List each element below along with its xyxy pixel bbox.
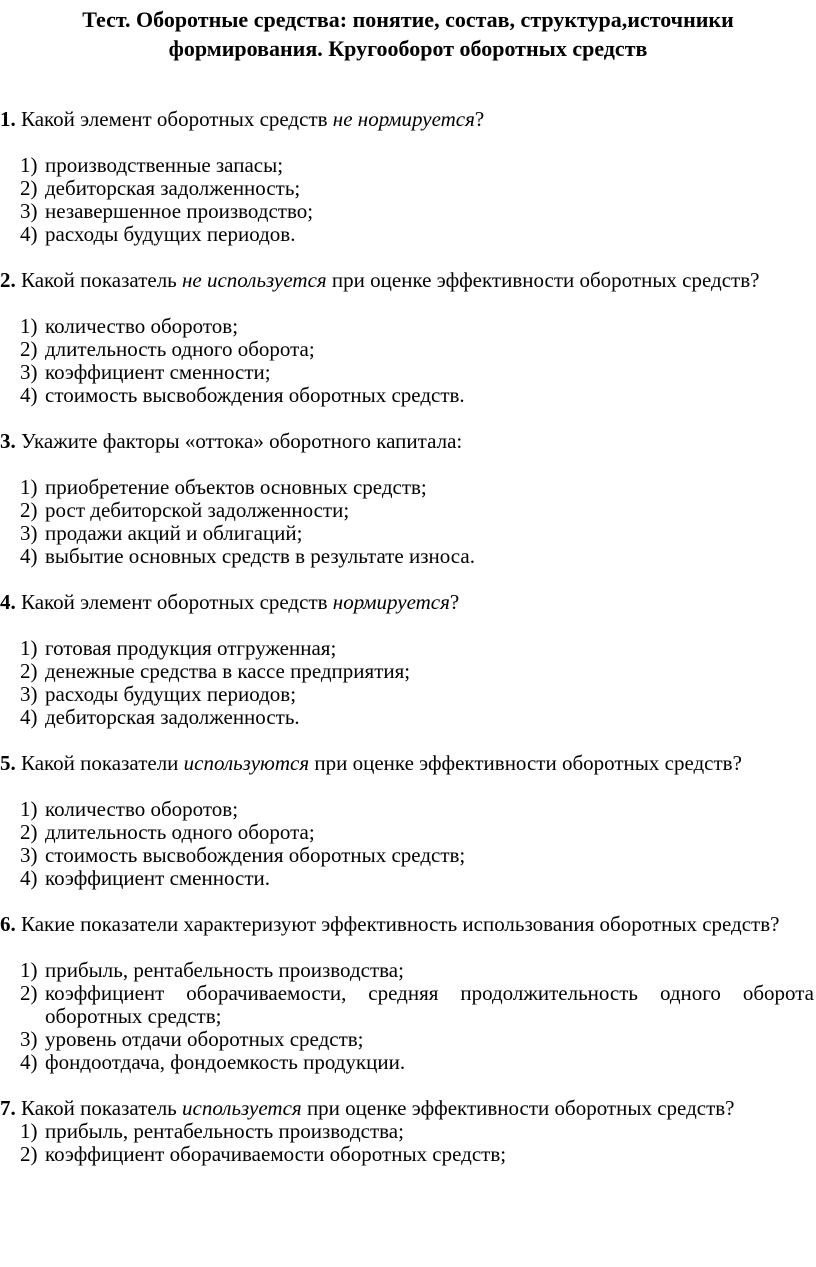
answer-text: приобретение объектов основных средств;: [45, 475, 427, 499]
answer-text: незавершенное производство;: [45, 199, 314, 223]
answer-option: [0, 522, 816, 545]
answer-number: 2): [20, 981, 38, 1005]
answer-text: расходы будущих периодов;: [45, 682, 297, 706]
question-number: 3.: [0, 429, 16, 453]
question-2: [0, 269, 816, 407]
question-text-part: ?: [449, 590, 460, 614]
answer-text: готовая продукция отгруженная;: [45, 636, 337, 660]
question-number: 1.: [0, 107, 16, 131]
spacer: [0, 246, 816, 269]
answer-list: [0, 476, 816, 568]
question-text-part: при оценке эффективности оборотных средств?: [326, 268, 760, 292]
answer-option: [0, 1143, 816, 1166]
question-6: [0, 913, 816, 1074]
answer-text: дебиторская задолженность;: [45, 176, 301, 200]
answer-text: прибыль, рентабельность производства;: [45, 1119, 404, 1143]
answer-number: 3): [20, 360, 38, 384]
title-prefix: Тест: [82, 7, 125, 32]
answer-option: [0, 706, 816, 729]
answer-number: 1): [20, 314, 38, 338]
spacer: [0, 729, 816, 752]
answer-number: 4): [20, 383, 38, 407]
answer-number: 2): [20, 337, 38, 361]
answer-number: 1): [20, 1119, 38, 1143]
answer-option: [0, 821, 816, 844]
answer-option: [0, 867, 816, 890]
answer-option: [0, 545, 816, 568]
answer-number: 1): [20, 636, 38, 660]
question-5: [0, 752, 816, 890]
answer-text: фондоотдача, фондоемкость продукции.: [45, 1050, 406, 1074]
answer-list: [0, 959, 816, 1074]
answer-option: [0, 499, 816, 522]
question-text-part: при оценке эффективности оборотных средств?: [309, 751, 742, 775]
spacer: [0, 407, 816, 430]
answer-option: [0, 315, 816, 338]
answer-option: [0, 177, 816, 200]
spacer: [0, 1074, 816, 1097]
answer-number: 2): [20, 1142, 38, 1166]
question-text-part: Какой показатель: [21, 1096, 182, 1120]
answer-number: 4): [20, 544, 38, 568]
answer-text: коэффициент оборачиваемости оборотных средств;: [45, 1142, 507, 1166]
answer-option: [0, 798, 816, 821]
answer-text: коэффициент сменности.: [45, 866, 270, 890]
answer-option: [0, 223, 816, 246]
answer-option: [0, 154, 816, 177]
question-3: [0, 430, 816, 568]
question-text-part: Какой показатель: [21, 268, 182, 292]
answer-number: 1): [20, 958, 38, 982]
question-text: [0, 751, 816, 775]
question-4: [0, 591, 816, 729]
answer-option: [0, 660, 816, 683]
answer-list: [0, 1120, 816, 1166]
answer-option: [0, 361, 816, 384]
answer-number: 2): [20, 176, 38, 200]
answer-number: 1): [20, 153, 38, 177]
spacer: [0, 890, 816, 913]
answer-text: уровень отдачи оборотных средств;: [45, 1027, 364, 1051]
question-text: [0, 429, 816, 453]
question-text: [0, 1096, 816, 1120]
title-line-2: формирования. Кругооборот оборотных средств: [168, 36, 648, 61]
answer-number: 1): [20, 797, 38, 821]
answer-text: количество оборотов;: [45, 797, 239, 821]
answer-number: 4): [20, 866, 38, 890]
answer-text: расходы будущих периодов.: [45, 222, 296, 246]
question-text: [0, 268, 816, 292]
answer-text: прибыль, рентабельность производства;: [45, 958, 404, 982]
answer-list: [0, 637, 816, 729]
question-emphasis: не используется: [182, 268, 327, 292]
question-text-part: Какой элемент оборотных средств: [21, 590, 333, 614]
answer-text: дебиторская задолженность.: [45, 705, 300, 729]
page-title: [0, 5, 816, 63]
question-7: [0, 1097, 816, 1166]
question-emphasis: нормируется: [332, 590, 450, 614]
answer-text: коэффициент сменности;: [45, 360, 271, 384]
answer-list: [0, 315, 816, 407]
answer-text: продажи акций и облигаций;: [45, 521, 303, 545]
question-text-part: при оценке эффективности оборотных средств?: [301, 1096, 735, 1120]
question-list: [0, 108, 816, 1166]
answer-option: [0, 844, 816, 867]
question-number: 6.: [0, 912, 16, 936]
question-1: [0, 108, 816, 246]
title-rest: . Оборотные средства: понятие, состав, структура,источники: [125, 7, 734, 32]
answer-number: 2): [20, 498, 38, 522]
question-text-part: ?: [474, 107, 485, 131]
answer-number: 3): [20, 843, 38, 867]
answer-option: [0, 959, 816, 982]
answer-text: рост дебиторской задолженности;: [45, 498, 350, 522]
question-emphasis: используются: [183, 751, 310, 775]
spacer: [0, 568, 816, 591]
answer-text: стоимость высвобождения оборотных средств.: [45, 383, 465, 407]
answer-option: [0, 1028, 816, 1051]
question-text-part: Укажите факторы «оттока» оборотного капитала:: [21, 429, 463, 453]
answer-text: стоимость высвобождения оборотных средств;: [45, 843, 466, 867]
answer-option: [0, 1051, 816, 1074]
answer-text: выбытие основных средств в результате износа.: [45, 544, 475, 568]
question-text: [0, 107, 816, 131]
answer-text: денежные средства в кассе предприятия;: [45, 659, 411, 683]
answer-option: [0, 338, 816, 361]
answer-number: 3): [20, 521, 38, 545]
question-text: [0, 912, 816, 936]
answer-text: коэффициент оборачиваемости, средняя продолжительность одного оборота оборотных средств;: [45, 981, 814, 1028]
question-emphasis: не нормируется: [332, 107, 475, 131]
question-number: 4.: [0, 590, 16, 614]
answer-option: [0, 1120, 816, 1143]
answer-list: [0, 154, 816, 246]
answer-number: 2): [20, 820, 38, 844]
answer-option: [0, 384, 816, 407]
question-number: 2.: [0, 268, 16, 292]
question-text-part: Какие показатели характеризуют эффективность использования оборотных средств?: [21, 912, 780, 936]
answer-number: 1): [20, 475, 38, 499]
answer-option: [0, 476, 816, 499]
answer-number: 3): [20, 1027, 38, 1051]
answer-number: 3): [20, 682, 38, 706]
answer-option: [0, 200, 816, 223]
question-emphasis: используется: [182, 1096, 302, 1120]
answer-number: 3): [20, 199, 38, 223]
answer-text: количество оборотов;: [45, 314, 239, 338]
question-number: 7.: [0, 1096, 16, 1120]
title-line-1: [0, 5, 816, 34]
answer-number: 4): [20, 1050, 38, 1074]
question-text-part: Какой показатели: [21, 751, 184, 775]
answer-option: [0, 637, 816, 660]
answer-text: длительность одного оборота;: [45, 337, 315, 361]
question-text-part: Какой элемент оборотных средств: [21, 107, 333, 131]
answer-number: 4): [20, 222, 38, 246]
question-text: [0, 590, 816, 614]
answer-list: [0, 798, 816, 890]
answer-option: [0, 982, 816, 1028]
answer-text: длительность одного оборота;: [45, 820, 315, 844]
answer-number: 4): [20, 705, 38, 729]
answer-text: производственные запасы;: [45, 153, 284, 177]
answer-option: [0, 683, 816, 706]
question-number: 5.: [0, 751, 16, 775]
answer-number: 2): [20, 659, 38, 683]
